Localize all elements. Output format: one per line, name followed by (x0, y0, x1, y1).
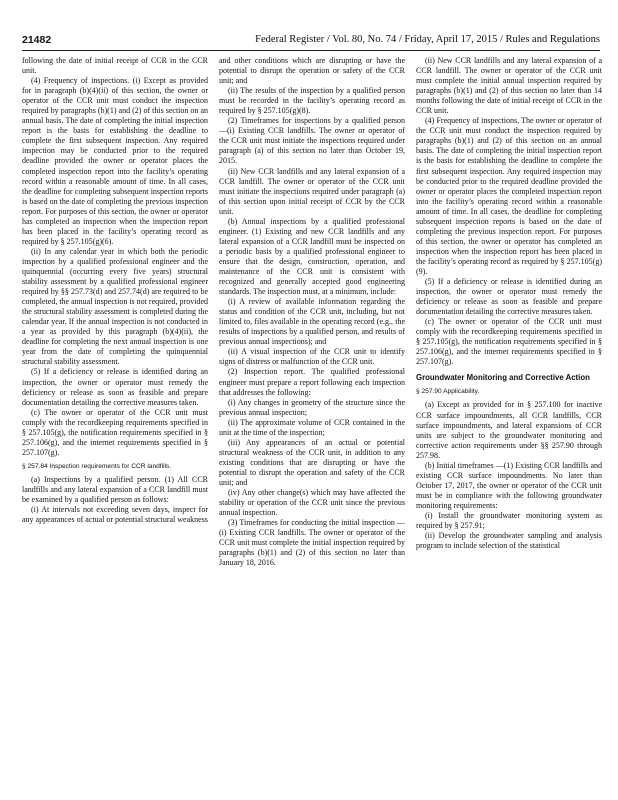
paragraph: (5) If a deficiency or release is identified during an inspection, the owner or operator must remedy the deficiency or release as soon as feasible and prepare documentation detailing the corrective measures taken. (22, 367, 208, 407)
paragraph: (a) Inspections by a qualified person. (1) All CCR landfills and any lateral expansion of a CCR landfill must be examined by a qualified person as follows: (22, 474, 208, 504)
running-title: Federal Register / Vol. 80, No. 74 / Friday, April 17, 2015 / Rules and Regulations (255, 34, 600, 45)
header-rule (22, 50, 600, 51)
section-heading: § 257.90 Applicability. (416, 388, 480, 396)
paragraph: (ii) In any calendar year in which both the periodic inspection by a qualified professional engineer and the quinquennial (occurring every five years) structural stability assessment by a qualified professional engineer required by §§ 257.73(d) and 257.74(d) are required to be completed, the annual inspection is not required, provided the structural stability assessment is completed during the calendar year. If the annual inspection is not conducted in a year as provided by this paragraph (b)(4)(ii), the deadline for completing the next annual inspection is one year from the date of completing the quinquennial structural stability assessment. (22, 246, 208, 367)
page-number: 21482 (22, 34, 52, 46)
column-left (22, 56, 208, 791)
paragraph: (iii) Any appearances of an actual or potential structural weakness of the CCR unit, in addition to any existing conditions that are disrupting or have the potential to disrupt the operation and safety of the CCR unit; and (219, 437, 405, 487)
paragraph: (4) Frequency of inspections. The owner or operator of the CCR unit must conduct the inspection required by paragraphs (b)(1) and (2) of this section on an annual basis. The date of completing the initial inspection report is the basis for establishing the deadline to complete the first subsequent inspection. Any required inspection may be conducted prior to the required deadline provided the owner or operator places the completed inspection report into the facility’s operating record within a reasonable amount of time. In all cases, the deadline for completing subsequent inspection reports is based on the date of completing the previous inspection report. For purposes of this section, the owner or operator has completed an inspection when the inspection report has been placed in the facility’s operating record as required by § 257.105(g)(9). (416, 116, 602, 276)
paragraph: (iv) Any other change(s) which may have affected the stability or operation of the CCR unit since the previous annual inspection. (219, 488, 405, 518)
paragraph: (3) Timeframes for conducting the initial inspection —(i) Existing CCR landfills. The owner or operator of the CCR unit must complete the initial inspection required by paragraphs (b)(1) and (2) of this section no later than January 18, 2016. (219, 518, 405, 568)
paragraph: (ii) A visual inspection of the CCR unit to identify signs of distress or malfunction of the CCR unit. (219, 347, 405, 367)
paragraph: (5) If a deficiency or release is identified during an inspection, the owner or operator must remedy the deficiency or release as soon as feasible and prepare documentation detailing the corrective measures taken. (416, 277, 602, 317)
section-heading: § 257.84 Inspection requirements for CCR landfills. (22, 462, 172, 470)
paragraph: (ii) Develop the groundwater sampling and analysis program to include selection of the statistical (416, 531, 602, 551)
paragraph: (b) Annual inspections by a qualified professional engineer. (1) Existing and new CCR landfills and any lateral expansion of a CCR landfill must be inspected on a periodic basis by a qualified professional engineer to ensure that the design, construction, operation, and maintenance of the CCR unit is consistent with recognized and generally accepted good engineering standards. The inspection must, at a minimum, include: (219, 216, 405, 297)
column-right (416, 56, 602, 791)
paragraph: (b) Initial timeframes —(1) Existing CCR landfills and existing CCR surface impoundments. No later than October 17, 2017, the owner or operator of the CCR unit must be in compliance with the following groundwater monitoring requirements: (416, 460, 602, 510)
paragraph: (4) Frequency of inspections. (i) Except as provided for in paragraph (b)(4)(ii) of this section, the owner or operator of the CCR unit must conduct the inspection required by paragraphs (b)(1) and (2) of this section on an annual basis. The date of completing the initial inspection report is the basis for establishing the deadline to complete the first subsequent inspection. Any required inspection may be conducted prior to the required deadline provided the owner or operator places the completed inspection report into the facility’s operating record within a reasonable amount of time. In all cases, the deadline for completing subsequent inspection reports is based on the date of completing the previous inspection report. For purposes of this section, the owner or operator has completed an inspection when the inspection report has been placed in the facility’s operating record as required by § 257.105(g)(6). (22, 76, 208, 246)
text-columns (22, 56, 602, 791)
column-middle (219, 56, 405, 791)
paragraph: (i) A review of available information regarding the status and condition of the CCR unit, including, but not limited to, files available in the operating record (e.g., the results of inspections by a qualified person, and results of previous annual inspections); and (219, 297, 405, 347)
paragraph: (ii) New CCR landfills and any lateral expansion of a CCR landfill. The owner or operator of the CCR unit must initiate the inspections required under paragraph (a) of this section upon initial receipt of CCR by the CCR unit. (219, 166, 405, 216)
paragraph: (2) Inspection report. The qualified professional engineer must prepare a report following each inspection that addresses the following: (219, 367, 405, 397)
page-header (22, 34, 600, 48)
paragraph: (ii) New CCR landfills and any lateral expansion of a CCR landfill. The owner or operator of the CCR unit must complete the initial annual inspection required by paragraphs (b)(1) and (2) of this section no later than 14 months following the date of initial receipt of CCR in the CCR unit. (416, 56, 602, 116)
paragraph: (i) At intervals not exceeding seven days, inspect for any appearances of actual or potential structural weakness (22, 505, 208, 525)
paragraph: and other conditions which are disrupting or have the potential to disrupt the operation or safety of the CCR unit; and (219, 56, 405, 86)
paragraph: (a) Except as provided for in § 257.100 for inactive CCR surface impoundments, all CCR landfills, CCR surface impoundments, and lateral expansions of CCR units are subject to the groundwater monitoring and corrective action requirements under §§ 257.90 through 257.98. (416, 400, 602, 460)
subpart-heading: Groundwater Monitoring and Corrective Action (416, 373, 590, 383)
paragraph: (2) Timeframes for inspections by a qualified person —(i) Existing CCR landfills. The owner or operator of the CCR unit must initiate the inspections required under paragraph (a) of this section no later than October 19, 2015. (219, 116, 405, 166)
paragraph: (c) The owner or operator of the CCR unit must comply with the recordkeeping requirements specified in § 257.105(g), the notification requirements specified in § 257.106(g), and the internet requirements specified in § 257.107(g). (416, 317, 602, 367)
paragraph: (c) The owner or operator of the CCR unit must comply with the recordkeeping requirements specified in § 257.105(g), the notification requirements specified in § 257.106(g), and the internet requirements specified in § 257.107(g). (22, 407, 208, 457)
paragraph: (ii) The results of the inspection by a qualified person must be recorded in the facility’s operating record as required by § 257.105(g)(8). (219, 86, 405, 116)
paragraph: (ii) The approximate volume of CCR contained in the unit at the time of the inspection; (219, 417, 405, 437)
paragraph: (i) Install the groundwater monitoring system as required by § 257.91; (416, 510, 602, 531)
paragraph: (i) Any changes in geometry of the structure since the previous annual inspection; (219, 397, 405, 417)
paragraph: following the date of initial receipt of CCR in the CCR unit. (22, 56, 208, 76)
